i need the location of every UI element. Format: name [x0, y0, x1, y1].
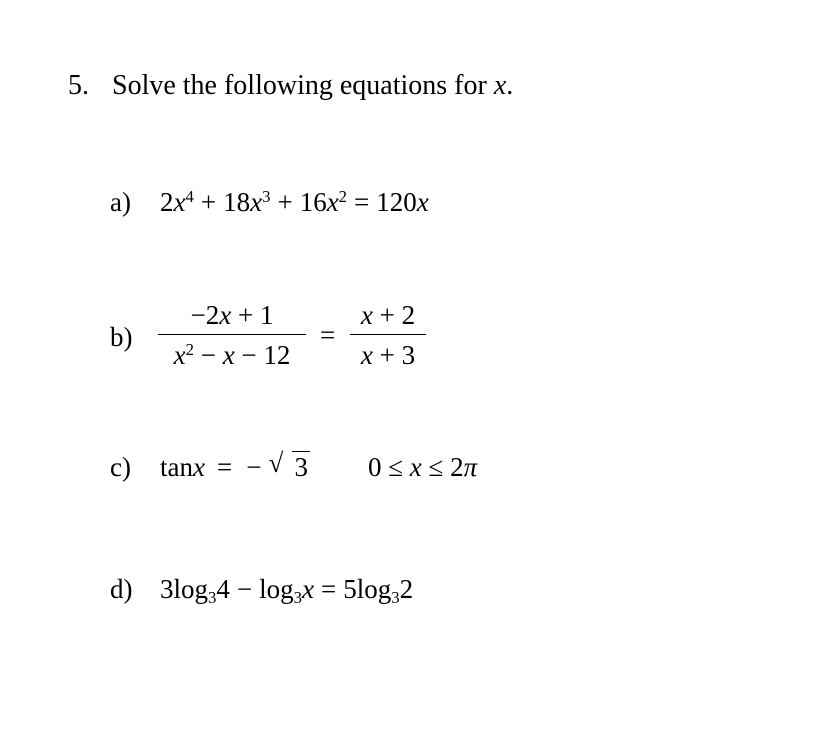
fraction-left [158, 296, 306, 373]
item-label-b: b) [110, 322, 133, 352]
question-text: Solve the following equations for [112, 70, 487, 101]
tan-function: tan [160, 452, 193, 482]
question-number: 5. [68, 70, 89, 101]
item-label-a: a) [110, 187, 131, 217]
item-label-c: c) [110, 452, 131, 482]
equation-c [110, 448, 478, 483]
equals-sign-b: = [320, 320, 336, 350]
equation-d-text: $3\log_34 - \log_3x = 5\log_32$ [160, 574, 414, 608]
question-variable: x [493, 70, 507, 101]
radical-sign: √ [268, 448, 284, 478]
tan-variable: x [193, 452, 205, 482]
fraction-right [350, 296, 426, 373]
equation-a [110, 187, 429, 218]
equation-d [110, 574, 414, 608]
square-root [268, 448, 310, 483]
radicand: 3 [294, 452, 308, 482]
left-numerator: −2x + 1 [190, 300, 274, 330]
question-period: . [506, 70, 514, 101]
right-numerator: x + 2 [360, 300, 416, 330]
question-heading [68, 70, 513, 102]
equals-sign-c: = [216, 452, 233, 482]
equation-a-text: $2x^4 + 18x^3 + 16x^2 = 120x$ [160, 186, 429, 217]
left-denominator: $x^2 - x - 12$ [173, 339, 291, 370]
item-label-d: d) [110, 574, 133, 604]
minus-sign-c: − [246, 452, 262, 482]
right-denominator: x + 3 [360, 340, 416, 370]
domain-c: 0 ≤ x ≤ 2π [367, 452, 478, 482]
